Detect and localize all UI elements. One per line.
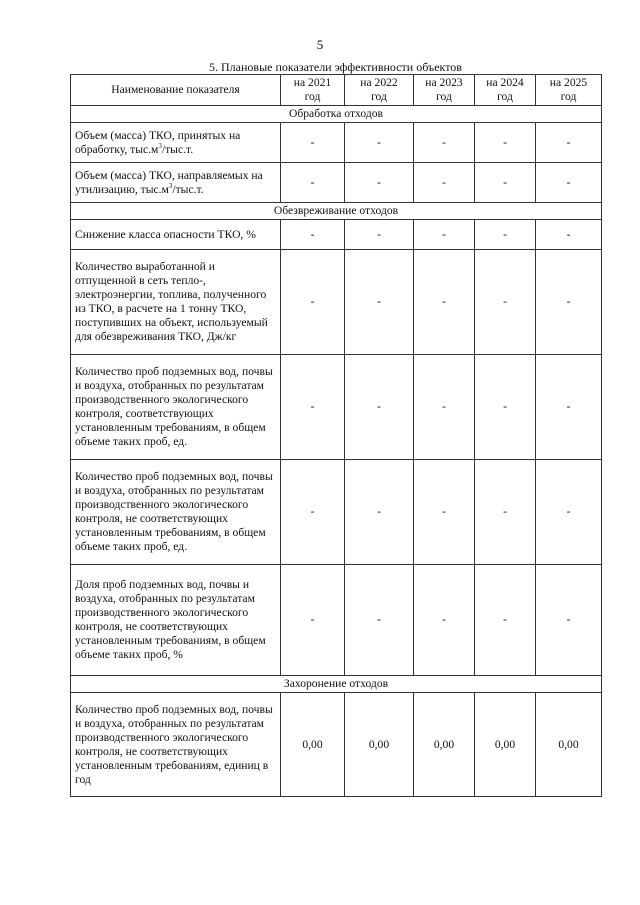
indicator-value: - <box>536 163 602 203</box>
header-indicator-name: Наименование показателя <box>71 75 281 106</box>
table-row <box>71 123 602 163</box>
table-row <box>71 220 602 250</box>
indicator-name: Количество проб подземных вод, почвы и воздуха, отобранных по результатам производственного экологического контроля, не соответствующих установленным требованиям, единиц в год <box>71 693 281 797</box>
indicator-value: 0,00 <box>475 693 536 797</box>
indicator-value: - <box>345 355 414 460</box>
indicator-value: - <box>414 163 475 203</box>
indicator-value: - <box>345 163 414 203</box>
header-row <box>71 75 602 106</box>
indicator-value: - <box>475 355 536 460</box>
section-title: Обработка отходов <box>71 106 602 123</box>
indicator-value: 0,00 <box>414 693 475 797</box>
indicator-value: - <box>536 220 602 250</box>
indicator-value: - <box>345 250 414 355</box>
header-year: на 2023 год <box>414 75 475 106</box>
indicator-value: - <box>281 250 345 355</box>
indicator-name: Количество проб подземных вод, почвы и воздуха, отобранных по результатам производственного экологического контроля, не соответствующих установленным требованиям, в общем объеме таких проб, ед. <box>71 460 281 565</box>
indicator-value: - <box>475 220 536 250</box>
indicator-value: - <box>281 460 345 565</box>
indicator-value: 0,00 <box>281 693 345 797</box>
indicator-value: - <box>475 460 536 565</box>
indicator-value: - <box>414 123 475 163</box>
indicator-name: Количество проб подземных вод, почвы и воздуха, отобранных по результатам производственного экологического контроля, соответствующих установленным требованиям, в общем объеме таких проб, ед. <box>71 355 281 460</box>
table-row <box>71 693 602 797</box>
indicator-value: - <box>345 565 414 676</box>
table-row <box>71 460 602 565</box>
section-title: Захоронение отходов <box>71 676 602 693</box>
indicator-value: - <box>536 250 602 355</box>
indicator-value: - <box>536 565 602 676</box>
indicator-value: - <box>414 220 475 250</box>
indicator-value: - <box>281 355 345 460</box>
indicator-value: - <box>281 565 345 676</box>
indicator-value: - <box>281 123 345 163</box>
indicator-value: - <box>281 163 345 203</box>
indicator-value: - <box>536 460 602 565</box>
indicator-value: - <box>536 355 602 460</box>
indicator-value: - <box>475 123 536 163</box>
table-row <box>71 565 602 676</box>
table-row <box>71 163 602 203</box>
indicator-value: - <box>414 460 475 565</box>
indicator-name: Снижение класса опасности ТКО, % <box>71 220 281 250</box>
table-caption: 5. Плановые показатели эффективности объектов <box>209 60 462 74</box>
indicator-value: - <box>475 250 536 355</box>
indicator-name: Доля проб подземных вод, почвы и воздуха, отобранных по результатам производственного экологического контроля, не соответствующих установленным требованиям, в общем объеме таких проб, % <box>71 565 281 676</box>
header-year: на 2024 год <box>475 75 536 106</box>
section-row <box>71 106 602 123</box>
indicator-name: Объем (масса) ТКО, принятых на обработку, $тыс.м^3/тыс.т$. <box>71 123 281 163</box>
indicator-value: - <box>345 220 414 250</box>
indicator-value: - <box>345 460 414 565</box>
section-title: Обезвреживание отходов <box>71 203 602 220</box>
table-row <box>71 250 602 355</box>
indicator-value: - <box>414 565 475 676</box>
indicator-value: - <box>475 565 536 676</box>
indicator-value: - <box>281 220 345 250</box>
header-year: на 2025 год <box>536 75 602 106</box>
indicator-value: 0,00 <box>536 693 602 797</box>
section-row <box>71 676 602 693</box>
indicator-value: - <box>414 355 475 460</box>
header-year: на 2021 год <box>281 75 345 106</box>
page-number: 5 <box>316 37 324 52</box>
indicator-value: 0,00 <box>345 693 414 797</box>
section-row <box>71 203 602 220</box>
indicator-value: - <box>475 163 536 203</box>
table-row <box>71 355 602 460</box>
indicator-name: Объем (масса) ТКО, направляемых на утилизацию, $тыс.м^3/тыс.т$. <box>71 163 281 203</box>
indicator-value: - <box>414 250 475 355</box>
header-year: на 2022 год <box>345 75 414 106</box>
performance-table <box>70 74 602 797</box>
indicator-value: - <box>536 123 602 163</box>
indicator-name: Количество выработанной и отпущенной в сеть тепло-, электроэнергии, топлива, полученного из ТКО, в расчете на 1 тонну ТКО, поступивших на объект, используемый для обезвреживания ТКО, Дж/кг <box>71 250 281 355</box>
indicator-value: - <box>345 123 414 163</box>
